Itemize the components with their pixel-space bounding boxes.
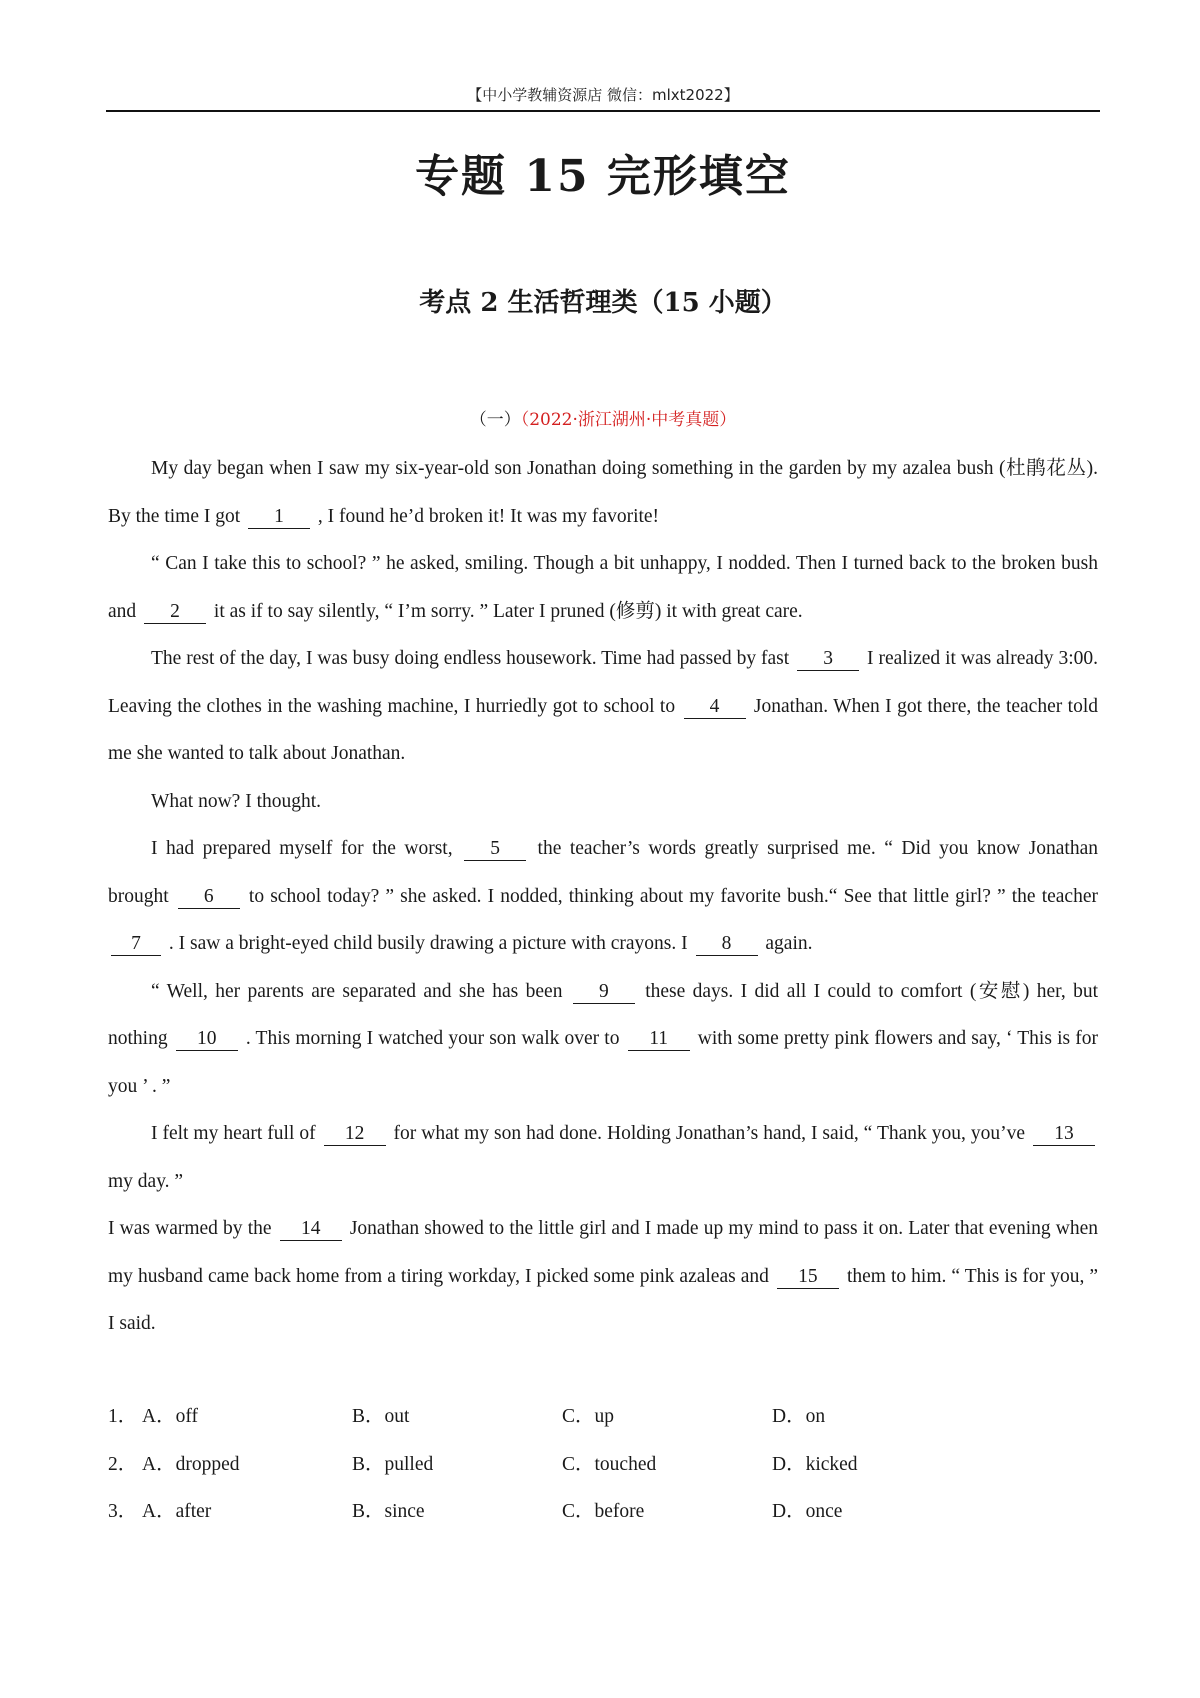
passage-paragraph xyxy=(108,635,1098,778)
page-header: 【中小学教辅资源店 微信：mlxt2022】 xyxy=(467,86,739,104)
option-choice: C．before xyxy=(562,1501,645,1522)
blank-15: 15 xyxy=(777,1267,839,1289)
option-choice: A．off xyxy=(142,1406,198,1427)
passage-paragraph xyxy=(108,445,1098,540)
blank-13: 13 xyxy=(1033,1124,1095,1146)
page-title: 专题 15 完形填空 xyxy=(415,151,791,202)
option-choice: C．touched xyxy=(562,1453,657,1475)
blank-1: 1 xyxy=(248,507,310,529)
option-row xyxy=(108,1488,1098,1536)
passage-text: it as if to say silently, “ I’m sorry. ” Later I pruned (修剪) it with great care. xyxy=(209,600,803,622)
option-choice: A．after xyxy=(142,1501,212,1522)
passage-text: for what my son had done. Holding Jonathan’s hand, I said, “ Thank you, you’ve xyxy=(388,1123,1030,1144)
option-choice: D．kicked xyxy=(772,1453,858,1475)
header-divider xyxy=(106,110,1100,112)
passage-text: “ Can I take this to school? ” he asked, smiling. Though a bit unhappy, I nodded. Then I turned back to the broken bush and xyxy=(108,553,1098,622)
passage-paragraph xyxy=(108,1205,1098,1348)
option-choice: D．once xyxy=(772,1501,843,1522)
option-row xyxy=(108,1441,1098,1489)
passage-text: to school today? ” she asked. I nodded, thinking about my favorite bush.“ See that little girl? ” the teacher xyxy=(242,885,1098,907)
passage-text: I realized it was already 3:00. Leaving the clothes in the washing machine, I hurriedly got to school to xyxy=(108,648,1098,717)
passage-text: , I found he’d broken it! It was my favorite! xyxy=(313,505,660,527)
question-number: 1． xyxy=(108,1406,138,1427)
passage-text: . I saw a bright-eyed child busily drawing a picture with crayons. I xyxy=(164,933,693,954)
option-choice: A．dropped xyxy=(142,1453,240,1475)
passage-paragraph xyxy=(108,968,1098,1111)
passage-text: with some pretty pink flowers and say, ‘ This is for you ’ . ” xyxy=(108,1028,1098,1097)
passage-text: again. xyxy=(760,933,813,954)
blank-6: 6 xyxy=(178,887,240,909)
passage-text: . This morning I watched your son walk over to xyxy=(240,1028,625,1049)
option-choice: B．since xyxy=(352,1501,425,1522)
passage-text: Jonathan. When I got there, the teacher told me she wanted to talk about Jonathan. xyxy=(108,695,1098,764)
passage-text: my day. ” xyxy=(108,1170,184,1192)
passage-paragraph xyxy=(108,540,1098,635)
blank-4: 4 xyxy=(684,697,746,719)
passage-paragraph xyxy=(108,825,1098,968)
passage-paragraph xyxy=(108,1110,1098,1205)
passage-text: The rest of the day, I was busy doing endless housework. Time had passed by fast xyxy=(151,648,795,669)
section-number: （一） xyxy=(469,410,521,430)
option-choice: C．up xyxy=(562,1406,615,1427)
blank-5: 5 xyxy=(464,839,526,861)
option-choice: B．out xyxy=(352,1406,410,1427)
blank-8: 8 xyxy=(696,934,758,956)
section-source: （2022·浙江湖州·中考真题） xyxy=(520,410,737,430)
blank-12: 12 xyxy=(324,1124,386,1146)
passage-text: “ Well, her parents are separated and she has been xyxy=(151,980,570,1002)
passage-text: Jonathan showed to the little girl and I made up my mind to pass it on. Later that evening when my husband came back home from a tiring workday, I picked some pink azaleas and xyxy=(108,1218,1098,1287)
passage-text: these days. I did all I could to comfort (安慰) her, but nothing xyxy=(108,980,1098,1049)
cloze-passage xyxy=(108,445,1098,1348)
page-subtitle: 考点 2 生活哲理类（15 小题） xyxy=(419,288,787,318)
option-choice: B．pulled xyxy=(352,1453,434,1475)
passage-text: the teacher’s words greatly surprised me. “ Did you know Jonathan brought xyxy=(108,838,1098,907)
blank-7: 7 xyxy=(111,934,161,956)
blank-11: 11 xyxy=(628,1029,690,1051)
option-choice: D．on xyxy=(772,1406,826,1427)
blank-9: 9 xyxy=(573,982,635,1004)
blank-14: 14 xyxy=(280,1219,342,1241)
blank-10: 10 xyxy=(176,1029,238,1051)
question-number: 3． xyxy=(108,1501,138,1522)
passage-text: My day began when I saw my six-year-old son Jonathan doing something in the garden by my azalea bush (杜鹃花丛). By the time I got xyxy=(108,458,1098,527)
question-number: 2． xyxy=(108,1453,138,1475)
answer-options xyxy=(108,1393,1098,1536)
passage-text: them to him. “ This is for you, ” I said. xyxy=(108,1265,1098,1334)
passage-text: What now? I thought. xyxy=(151,790,322,812)
passage-text: I felt my heart full of xyxy=(151,1123,321,1144)
blank-3: 3 xyxy=(797,649,859,671)
passage-paragraph xyxy=(108,778,1098,826)
section-heading xyxy=(106,405,1100,430)
option-row xyxy=(108,1393,1098,1441)
passage-text: I had prepared myself for the worst, xyxy=(151,838,462,859)
passage-text: I was warmed by the xyxy=(108,1218,277,1239)
blank-2: 2 xyxy=(144,602,206,624)
